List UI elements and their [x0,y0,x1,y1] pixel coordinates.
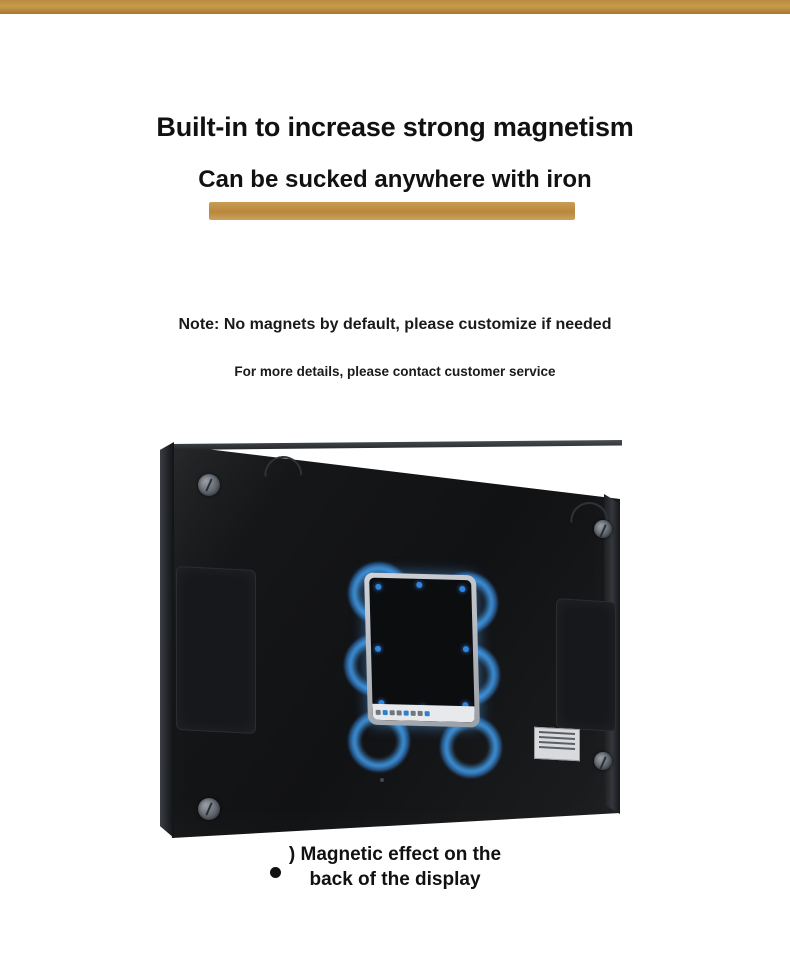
magnet-contact-dots [369,578,475,723]
note-subtext: For more details, please contact customer service [234,364,556,379]
gold-underline-accent [209,202,575,220]
screw-icon [594,752,612,770]
top-gold-bar [0,0,790,14]
page-title: Built-in to increase strong magnetism [156,112,634,142]
caption-line-1: ) Magnetic effect on the [288,844,502,865]
screw-icon [198,474,220,496]
panel-left-edge [160,442,174,838]
panel-handle [176,566,256,734]
panel-top-edge [170,440,622,450]
panel-handle [556,598,616,732]
tablet-screen [369,578,475,723]
panel-indicator-dot [380,778,384,782]
display-back-panel [158,422,620,838]
page-subtitle: Can be sucked anywhere with iron [198,166,592,193]
photo-caption [0,842,790,892]
tablet-taskbar [372,704,474,723]
product-photo [150,404,630,854]
screw-icon [594,520,612,538]
note-text: Note: No magnets by default, please customize if needed [178,316,612,333]
spec-label-plate [534,727,580,761]
screw-icon [198,798,220,820]
caption-line-2: back of the display [309,869,481,890]
tablet-device [364,572,480,727]
bullet-icon [270,867,281,878]
